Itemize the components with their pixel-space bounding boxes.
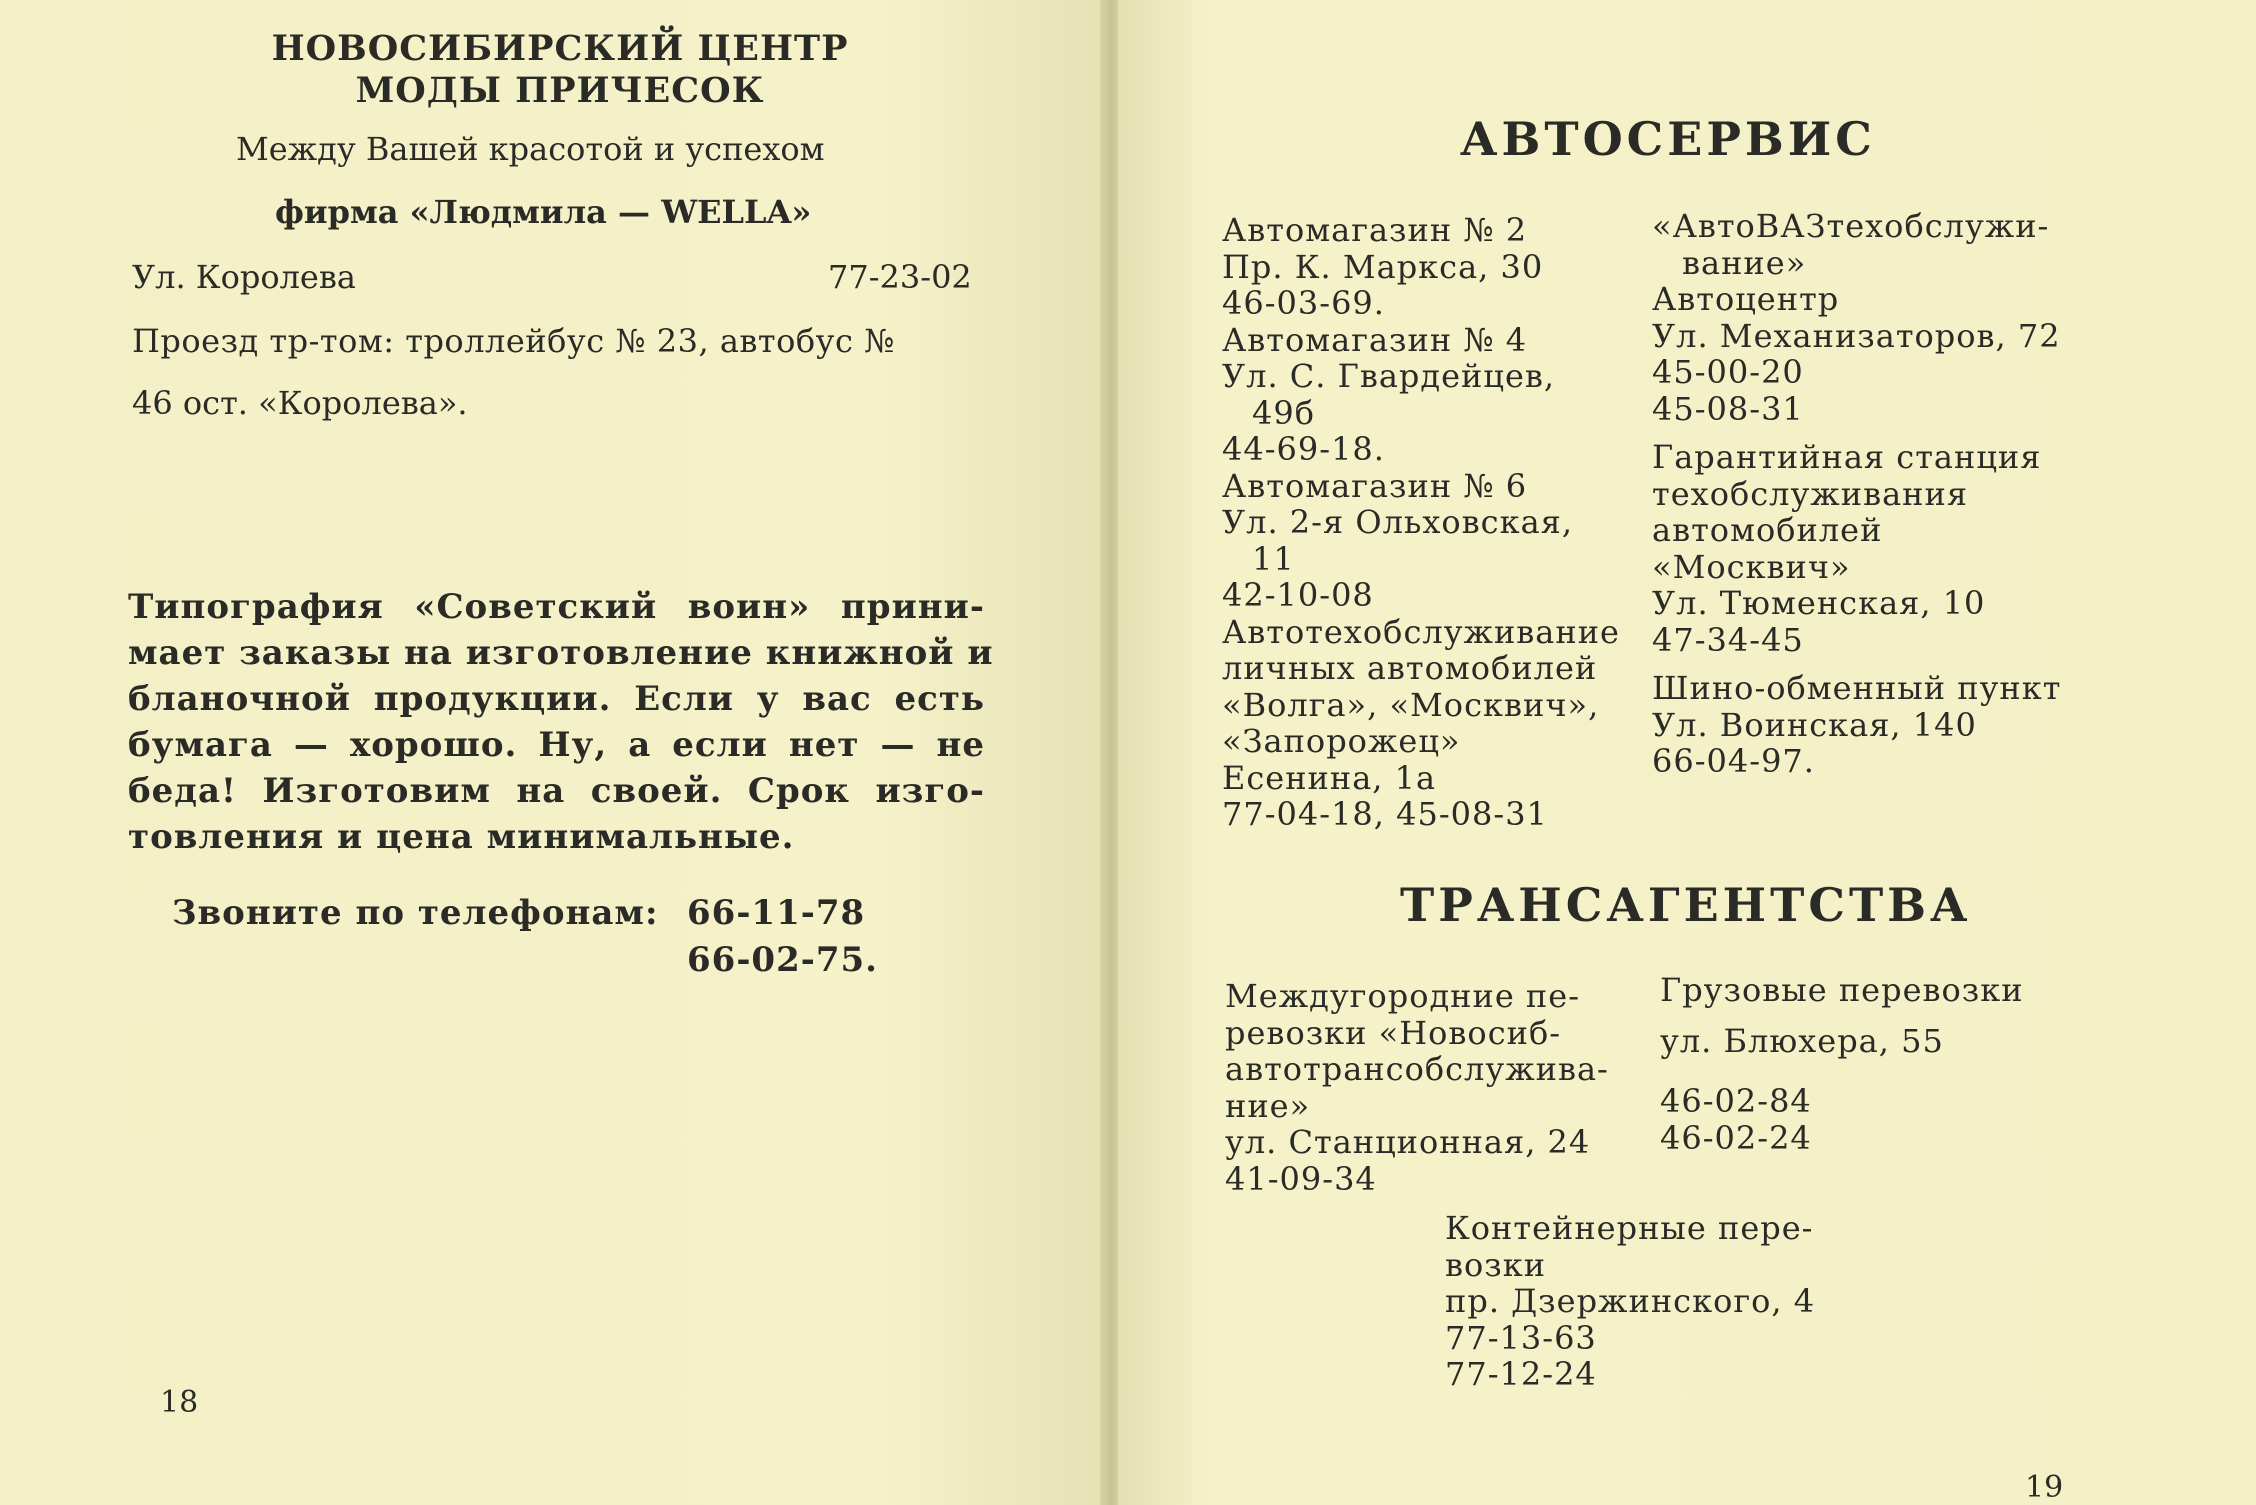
container-address: пр. Дзержинского, 4 (1445, 1282, 1816, 1320)
shop4-name: Автомагазин № 4 (1222, 320, 1528, 359)
warranty-phone: 47-34-45 (1652, 620, 1804, 659)
warranty-line: «Москвич» (1652, 547, 1851, 586)
shop4-phone: 44-69-18. (1222, 430, 1385, 468)
tire-phone: 66-04-97. (1652, 742, 1815, 780)
ad-line: бланочной продукции. Если у вас есть (128, 679, 985, 719)
cargo-phone: 46-02-24 (1660, 1118, 1812, 1157)
warranty-address: Ул. Тюменская, 10 (1652, 584, 1986, 622)
cargo-phone: 46-02-84 (1660, 1082, 1812, 1120)
heading-autoservice: АВТОСЕРВИС (1460, 112, 1876, 166)
shop4-address: Ул. С. Гвардейцев, (1222, 357, 1556, 395)
salon-slogan: Между Вашей красотой и успехом (236, 130, 825, 168)
ad-line: товления и цена минимальные. (128, 817, 795, 857)
ad-line: беда! Изготовим на своей. Срок изго- (128, 771, 985, 811)
cargo-name: Грузовые перевозки (1660, 971, 2024, 1009)
salon-phone: 77-23-02 (828, 258, 972, 296)
intercity-line: автотрансобслужива- (1225, 1050, 1609, 1088)
ad-line: бумага — хорошо. Ну, а если нет — не (128, 725, 985, 765)
vaz-line: Автоцентр (1652, 280, 1840, 318)
spacer (1660, 1009, 2024, 1023)
shop6-address-cont: 11 (1252, 539, 1295, 578)
salon-firm: фирма «Людмила — WELLA» (275, 193, 812, 231)
vaz-line: «АвтоВАЗтехобслужи- (1652, 207, 2050, 245)
salon-title-line2: МОДЫ ПРИЧЕСОК (355, 70, 765, 111)
printing-ad (128, 584, 994, 860)
page-number-right: 19 (2025, 1470, 2064, 1505)
service-phones: 77-04-18, 45-08-31 (1222, 795, 1548, 833)
heading-transport: ТРАНСАГЕНТСТВА (1400, 878, 1972, 932)
service-address: Есенина, 1а (1222, 758, 1437, 797)
spacer (1660, 1059, 2024, 1083)
vaz-line: вание» (1682, 243, 1807, 282)
salon-street: Ул. Королева (132, 258, 356, 296)
autoservice-left-column (1222, 212, 1620, 833)
container-line: Контейнерные пере- (1445, 1209, 1814, 1247)
shop4-address-cont: 49б (1252, 393, 1315, 432)
tire-address: Ул. Воинская, 140 (1652, 705, 1977, 744)
container-phone: 77-12-24 (1445, 1355, 1597, 1393)
warranty-line: техобслуживания (1652, 474, 1968, 513)
shop2-phone: 46-03-69. (1222, 284, 1385, 322)
call-label: Звоните по телефонам: (172, 893, 659, 933)
page-number-left: 18 (160, 1385, 199, 1420)
container-block (1445, 1210, 1815, 1393)
vaz-address: Ул. Механизаторов, 72 (1652, 316, 2061, 355)
warranty-line: автомобилей (1652, 511, 1883, 549)
service-line: «Волга», «Москвич», (1222, 685, 1600, 724)
tire-name: Шино-обменный пункт (1652, 669, 2062, 707)
salon-route-line2: 46 ост. «Королева». (132, 384, 468, 422)
vaz-phone: 45-08-31 (1652, 389, 1804, 428)
shop2-address: Пр. К. Маркса, 30 (1222, 247, 1544, 286)
shop6-address: Ул. 2-я Ольховская, (1222, 503, 1573, 541)
container-phone: 77-13-63 (1445, 1318, 1597, 1357)
container-line: возки (1445, 1245, 1547, 1284)
shop6-name: Автомагазин № 6 (1222, 466, 1528, 505)
shop6-phone: 42-10-08 (1222, 576, 1374, 614)
intercity-block (1225, 978, 1609, 1197)
salon-title-line1: НОВОСИБИРСКИЙ ЦЕНТР (271, 28, 849, 69)
shop2-name: Автомагазин № 2 (1222, 211, 1528, 249)
service-line: личных автомобилей (1222, 649, 1598, 687)
cargo-address: ул. Блюхера, 55 (1660, 1021, 1944, 1060)
salon-title (240, 28, 880, 112)
service-line: Автотехобслуживание (1222, 612, 1620, 651)
intercity-address: ул. Станционная, 24 (1225, 1123, 1591, 1161)
call-phone-1: 66-11-78 (687, 893, 866, 933)
autoservice-right-column (1652, 208, 2061, 780)
intercity-line: ние» (1225, 1086, 1311, 1125)
cargo-block (1660, 972, 2024, 1156)
salon-route-line1: Проезд тр-том: троллейбус № 23, автобус № (132, 322, 895, 360)
intercity-phone: 41-09-34 (1225, 1159, 1377, 1198)
ad-line: мает заказы на изготовление книжной и (128, 633, 994, 673)
ad-line: Типография «Советский воин» прини- (128, 587, 985, 627)
intercity-line: ревозки «Новосиб- (1225, 1013, 1562, 1052)
warranty-line: Гарантийная станция (1652, 438, 2042, 476)
service-line: «Запорожец» (1222, 722, 1461, 760)
intercity-line: Междугородние пе- (1225, 977, 1580, 1015)
call-phone-2: 66-02-75. (687, 940, 879, 980)
vaz-phone: 45-00-20 (1652, 353, 1804, 391)
